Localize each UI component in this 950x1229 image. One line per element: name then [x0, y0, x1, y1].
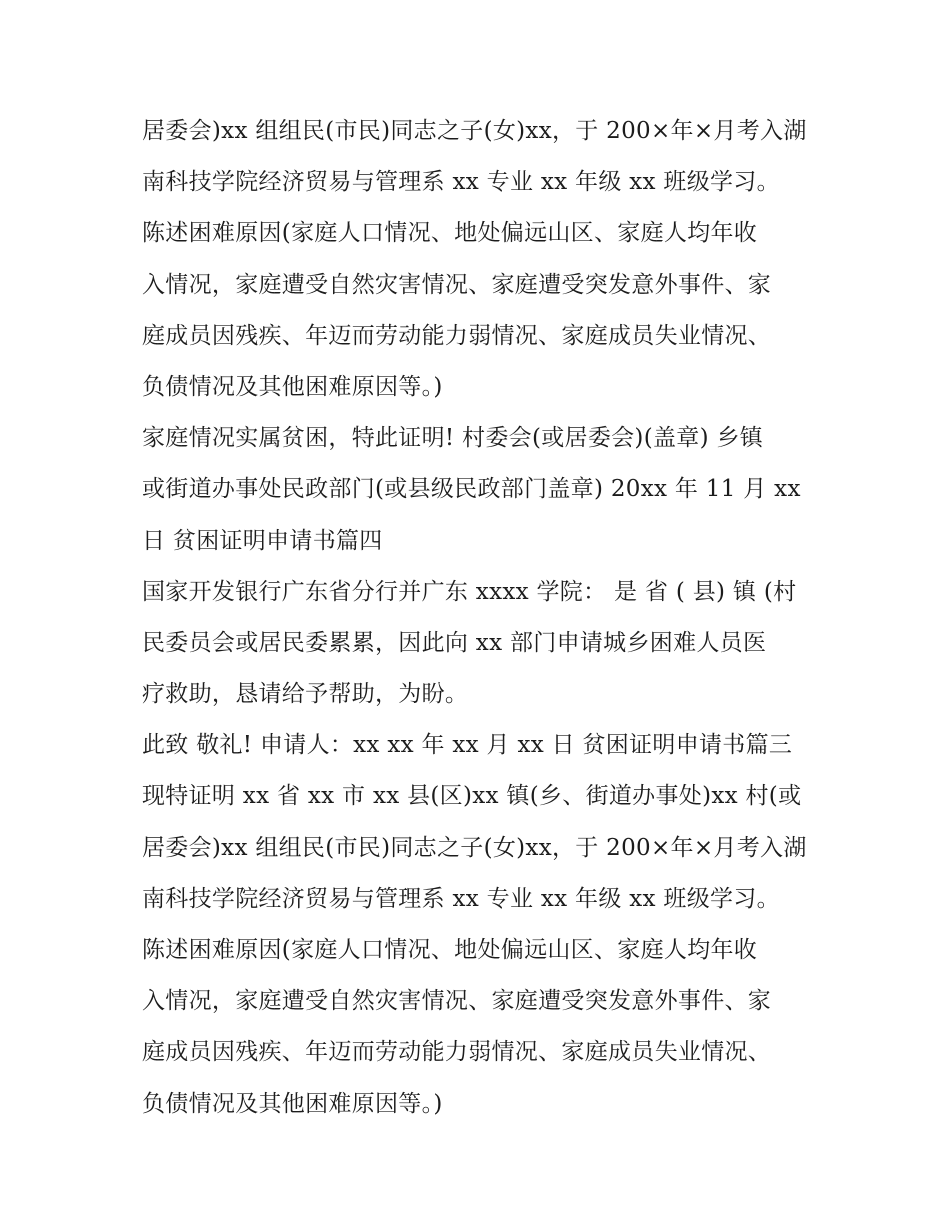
text-line: 国家开发银行广东省分行并广东 xxxx 学院： 是 省 ( 县) 镇 (村 [142, 578, 797, 605]
text-line: 入情况，家庭遭受自然灾害情况、家庭遭受突发意外事件、家 [142, 271, 772, 298]
text-line: 此致 敬礼! 申请人：xx xx 年 xx 月 xx 日 贫困证明申请书篇三 [142, 732, 793, 759]
text-line: 日 贫困证明申请书篇四 [142, 527, 383, 554]
text-line: 负债情况及其他困难原因等。) [142, 1090, 443, 1117]
text-line: 现特证明 xx 省 xx 市 xx 县(区)xx 镇(乡、街道办事处)xx 村(或 [142, 783, 802, 810]
text-line: 庭成员因残疾、年迈而劳动能力弱情况、家庭成员失业情况、 [142, 1039, 772, 1066]
text-line: 庭成员因残疾、年迈而劳动能力弱情况、家庭成员失业情况、 [142, 322, 772, 349]
text-line: 入情况，家庭遭受自然灾害情况、家庭遭受突发意外事件、家 [142, 988, 772, 1015]
text-line: 民委员会或居民委累累，因此向 xx 部门申请城乡困难人员医 [142, 629, 767, 656]
text-line: 陈述困难原因(家庭人口情况、地处偏远山区、家庭人均年收 [142, 220, 758, 247]
text-line: 南科技学院经济贸易与管理系 xx 专业 xx 年级 xx 班级学习。 [142, 169, 780, 196]
text-line: 或街道办事处民政部门(或县级民政部门盖章) 20xx 年 11 月 xx [142, 476, 801, 503]
text-line: 陈述困难原因(家庭人口情况、地处偏远山区、家庭人均年收 [142, 937, 758, 963]
text-line: 居委会)xx 组组民(市民)同志之子(女)xx，于 200×年×月考入湖 [142, 118, 807, 144]
text-line: 负债情况及其他困难原因等。) [142, 373, 443, 400]
text-line: 南科技学院经济贸易与管理系 xx 专业 xx 年级 xx 班级学习。 [142, 885, 780, 912]
text-line: 疗救助，恳请给予帮助，为盼。 [142, 681, 469, 708]
text-line: 家庭情况实属贫困，特此证明! 村委会(或居委会)(盖章) 乡镇 [142, 425, 764, 452]
document-body [142, 106, 822, 1130]
text-line: 居委会)xx 组组民(市民)同志之子(女)xx，于 200×年×月考入湖 [142, 834, 807, 861]
